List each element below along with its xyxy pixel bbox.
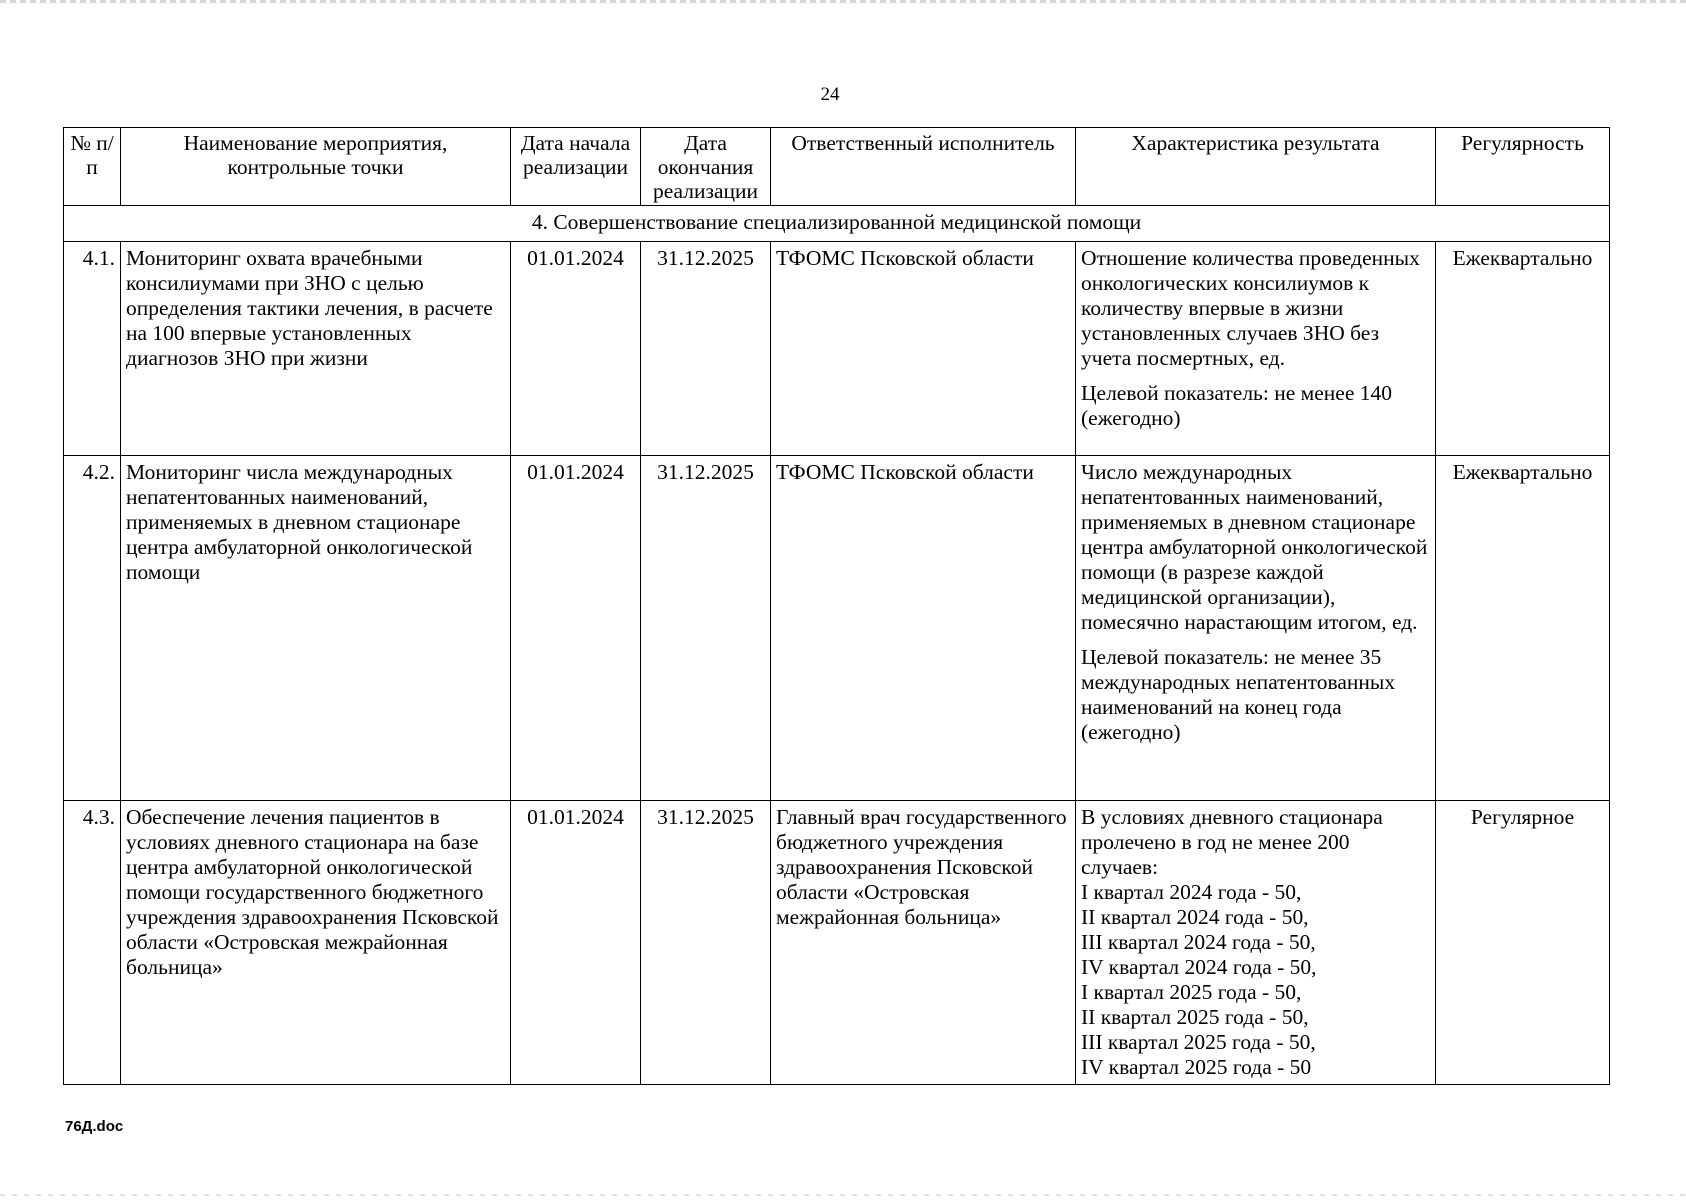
row-num: 4.2. [64, 456, 121, 801]
row-regularity: Ежеквартально [1436, 242, 1610, 456]
header-responsible: Ответственный исполнитель [771, 128, 1076, 206]
result-quarter: II квартал 2024 года - 50, [1081, 905, 1309, 929]
row-num: 4.1. [64, 242, 121, 456]
page-number: 24 [820, 84, 840, 105]
header-start-date: Дата начала реализации [511, 128, 641, 206]
row-responsible: Главный врач государственного бюджетного учреждения здравоохранения Псковской области «Островская межрайонная больница» [771, 801, 1076, 1085]
row-end-date: 31.12.2025 [641, 456, 771, 801]
action-plan-table [63, 127, 1610, 1085]
row-start-date: 01.01.2024 [511, 456, 641, 801]
row-result [1076, 801, 1436, 1085]
result-description: Отношение количества проведенных онкологических консилиумов к количеству впервые в жизни установленных случаев ЗНО без учета посмертных, ед. [1081, 246, 1420, 370]
result-quarter: IV квартал 2025 года - 50 [1081, 1055, 1312, 1079]
table-row [64, 456, 1610, 801]
row-name: Мониторинг числа международных непатентованных наименований, применяемых в дневном стационаре центра амбулаторной онкологической помощи [121, 456, 511, 801]
scan-edge-bottom [0, 1194, 1686, 1196]
section-title: 4. Совершенствование специализированной медицинской помощи [64, 206, 1610, 242]
result-quarter: II квартал 2025 года - 50, [1081, 1005, 1309, 1029]
row-name: Обеспечение лечения пациентов в условиях дневного стационара на базе центра амбулаторной онкологической помощи государственного бюджетного учреждения здравоохранения Псковской области «Островская межрайонная больница» [121, 801, 511, 1085]
header-name: Наименование мероприятия, контрольные точки [121, 128, 511, 206]
row-num: 4.3. [64, 801, 121, 1085]
header-result: Характеристика результата [1076, 128, 1436, 206]
row-regularity: Регулярное [1436, 801, 1610, 1085]
file-name-footer: 76Д.doc [65, 1118, 124, 1135]
row-start-date: 01.01.2024 [511, 801, 641, 1085]
row-name: Мониторинг охвата врачебными консилиумами при ЗНО с целью определения тактики лечения, в расчете на 100 впервые установленных диагнозов ЗНО при жизни [121, 242, 511, 456]
result-target: Целевой показатель: не менее 140 (ежегодно) [1081, 381, 1392, 430]
section-row [64, 206, 1610, 242]
row-start-date: 01.01.2024 [511, 242, 641, 456]
row-result [1076, 242, 1436, 456]
scan-edge-top [0, 0, 1686, 3]
row-result [1076, 456, 1436, 801]
header-num: № п/п [64, 128, 121, 206]
row-end-date: 31.12.2025 [641, 801, 771, 1085]
result-description: Число международных непатентованных наименований, применяемых в дневном стационаре центра амбулаторной онкологической помощи (в разрезе каждой медицинской организации), помесячно нарастающим итогом, ед. [1081, 460, 1428, 634]
result-quarter: I квартал 2024 года - 50, [1081, 880, 1302, 904]
row-regularity: Ежеквартально [1436, 456, 1610, 801]
result-intro: В условиях дневного стационара пролечено в год не менее 200 случаев: [1081, 805, 1383, 879]
result-quarter: III квартал 2024 года - 50, [1081, 930, 1316, 954]
result-quarter: I квартал 2025 года - 50, [1081, 980, 1302, 1004]
row-responsible: ТФОМС Псковской области [771, 456, 1076, 801]
result-quarter: III квартал 2025 года - 50, [1081, 1030, 1316, 1054]
result-target: Целевой показатель: не менее 35 международных непатентованных наименований на конец года (ежегодно) [1081, 645, 1396, 744]
header-regularity: Регулярность [1436, 128, 1610, 206]
header-end-date: Дата окончания реализации [641, 128, 771, 206]
table-row [64, 242, 1610, 456]
result-quarter: IV квартал 2024 года - 50, [1081, 955, 1317, 979]
table-header-row [64, 128, 1610, 206]
row-end-date: 31.12.2025 [641, 242, 771, 456]
row-responsible: ТФОМС Псковской области [771, 242, 1076, 456]
table-row [64, 801, 1610, 1085]
